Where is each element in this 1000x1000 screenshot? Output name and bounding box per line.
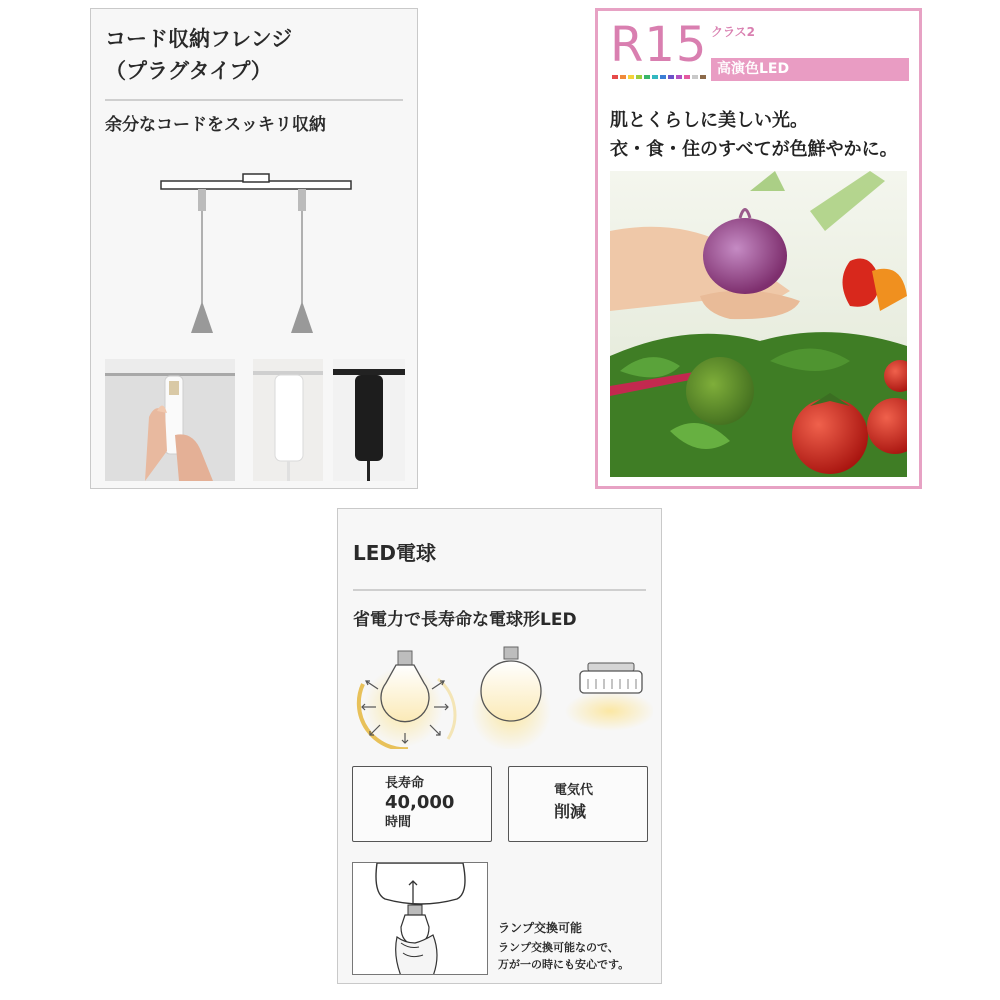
r15-logo: R15 xyxy=(610,17,708,73)
class-label: クラス2 xyxy=(711,25,755,39)
r15-panel xyxy=(595,8,922,489)
electricity-cost-label: 電気代 xyxy=(554,783,594,798)
white-flange-photo xyxy=(253,359,323,481)
rainbow-dots xyxy=(612,75,708,79)
long-life-box xyxy=(352,766,492,842)
reduction-label: 削減 xyxy=(554,802,587,821)
black-flange-photo xyxy=(333,359,405,481)
led-bulb-subtitle: 省電力で長寿命な電球形LED xyxy=(353,610,577,630)
lamp-replacement-illustration xyxy=(352,862,488,975)
long-life-unit: 時間 xyxy=(385,815,412,830)
led-bulb-panel xyxy=(337,508,662,984)
lamp-replace-desc-line2: 万が一の時にも安心です。 xyxy=(498,958,630,971)
cord-flange-title-line2: （プラグタイプ） xyxy=(105,59,272,83)
cord-flange-title-line1: コード収納フレンジ xyxy=(105,27,293,51)
r15-headline xyxy=(610,106,898,164)
long-life-hours-value: 40,000 xyxy=(385,792,455,813)
cord-flange-subtitle: 余分なコードをスッキリ収納 xyxy=(105,115,326,135)
high-cri-led-bar: 高演色LED xyxy=(711,58,909,81)
divider xyxy=(353,589,646,591)
lamp-replace-title: ランプ交換可能 xyxy=(498,921,583,935)
long-life-label: 長寿命 xyxy=(385,776,425,791)
bulb-types-illustration xyxy=(348,639,653,749)
pendant-rail-diagram xyxy=(151,161,361,341)
electricity-saving-box xyxy=(508,766,648,842)
divider xyxy=(105,99,403,101)
lamp-replace-description xyxy=(498,939,629,973)
r15-headline-line2: 衣・食・住のすべてが色鮮やかに。 xyxy=(610,139,898,160)
lamp-replace-desc-line1: ランプ交換可能なので、 xyxy=(498,941,619,954)
cord-flange-panel xyxy=(90,8,418,489)
vegetables-photo xyxy=(610,171,907,477)
flange-install-photo xyxy=(105,359,235,481)
r15-headline-line1: 肌とくらしに美しい光。 xyxy=(610,110,808,131)
led-bulb-title: LED電球 xyxy=(353,541,437,565)
cord-flange-title xyxy=(105,23,405,87)
